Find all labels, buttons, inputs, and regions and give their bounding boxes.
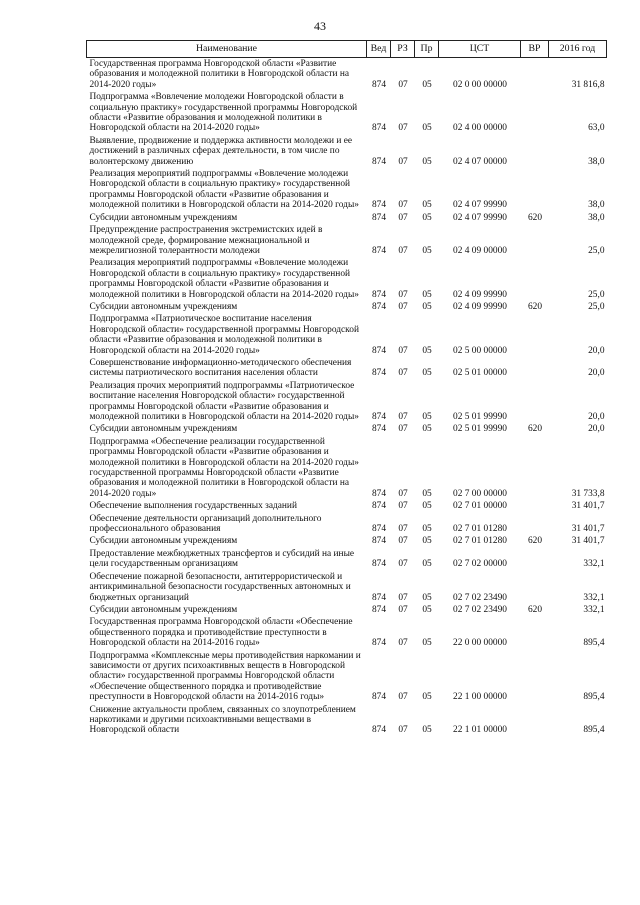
row-rz-cell: 07 bbox=[398, 725, 408, 736]
row-ved-cell: 874 bbox=[371, 638, 387, 649]
row-amount-cell: 31 401,7 bbox=[571, 524, 605, 535]
row-cst-cell: 02 4 09 99990 bbox=[453, 301, 507, 312]
row-pr-cell: 05 bbox=[422, 524, 432, 535]
table-row bbox=[87, 535, 607, 547]
row-cst-cell: 02 7 02 23490 bbox=[453, 592, 507, 603]
row-name-cell: Снижение актуальности проблем, связанных со злоупотреблением наркотиками и другими психоактивными веществами в Новгородской области bbox=[89, 704, 356, 736]
row-cst-cell: 02 7 01 01280 bbox=[453, 524, 507, 535]
row-cst-cell: 22 1 00 00000 bbox=[453, 692, 507, 703]
row-rz-cell: 07 bbox=[398, 488, 408, 499]
row-rz-cell: 07 bbox=[398, 592, 408, 603]
row-name-cell: Субсидии автономным учреждениям bbox=[89, 536, 238, 547]
row-pr-cell: 05 bbox=[422, 692, 432, 703]
row-ved-cell: 874 bbox=[371, 536, 387, 547]
row-ved-cell: 874 bbox=[371, 524, 387, 535]
row-cst-cell: 02 5 01 00000 bbox=[453, 368, 507, 379]
row-rz-cell: 07 bbox=[398, 301, 408, 312]
row-amount-cell: 332,1 bbox=[583, 559, 605, 570]
row-ved-cell: 874 bbox=[371, 424, 387, 435]
row-rz-cell: 07 bbox=[398, 368, 408, 379]
row-name-cell: Реализация мероприятий подпрограммы «Вовлечение молодежи Новгородской области в социальную практику» государственной программы Новгородской области «Развитие образования и молодежной политики в Новгородской области на 2014-2020 годы» bbox=[89, 258, 359, 300]
row-amount-cell: 895,4 bbox=[583, 725, 605, 736]
row-rz-cell: 07 bbox=[398, 524, 408, 535]
row-rz-cell: 07 bbox=[398, 692, 408, 703]
row-vr-cell bbox=[521, 650, 549, 704]
row-rz-cell: 07 bbox=[398, 345, 408, 356]
row-name-cell: Подпрограмма «Обеспечение реализации государственной программы Новгородской области «Развитие образования и молодежной политики в Новгородской области на 2014-2020 годы» государственной программы Новгородской области «Развитие образования и молодежной политики в Новгородской области на 2014-2020 годы» bbox=[89, 436, 359, 499]
table-row bbox=[87, 436, 607, 500]
row-pr-cell: 05 bbox=[422, 212, 432, 223]
row-pr-cell: 05 bbox=[422, 289, 432, 300]
row-ved-cell: 874 bbox=[371, 79, 387, 90]
table-row bbox=[87, 571, 607, 604]
row-cst-cell: 02 4 07 00000 bbox=[453, 156, 507, 167]
table-row bbox=[87, 357, 607, 380]
row-pr-cell: 05 bbox=[422, 345, 432, 356]
table-row bbox=[87, 313, 607, 357]
row-rz-cell: 07 bbox=[398, 424, 408, 435]
row-rz-cell: 07 bbox=[398, 79, 408, 90]
header-ved: Вед bbox=[367, 41, 391, 58]
row-rz-cell: 07 bbox=[398, 156, 408, 167]
row-vr-cell bbox=[521, 135, 549, 168]
table-row bbox=[87, 513, 607, 536]
row-amount-cell: 38,0 bbox=[588, 156, 605, 167]
table-row bbox=[87, 257, 607, 301]
row-vr-cell bbox=[521, 548, 549, 571]
row-rz-cell: 07 bbox=[398, 536, 408, 547]
table-row bbox=[87, 548, 607, 571]
row-name-cell: Предупреждение распространения экстремистских идей в молодежной среде, формирование межнациональной и межрелигиозной толерантности молодежи bbox=[89, 225, 323, 256]
row-ved-cell: 874 bbox=[371, 604, 387, 615]
row-name-cell: Субсидии автономным учреждениям bbox=[89, 604, 238, 615]
row-amount-cell: 31 816,8 bbox=[571, 79, 605, 90]
header-year: 2016 год bbox=[549, 41, 607, 58]
row-amount-cell: 38,0 bbox=[588, 212, 605, 223]
row-pr-cell: 05 bbox=[422, 245, 432, 256]
row-name-cell: Государственная программа Новгородской области «Развитие образования и молодежной политики в Новгородской области на 2014-2020 годы» bbox=[89, 59, 350, 90]
table-row bbox=[87, 650, 607, 704]
header-cst: ЦСТ bbox=[439, 41, 521, 58]
header-name: Наименование bbox=[87, 41, 367, 58]
row-vr-cell bbox=[521, 257, 549, 301]
row-pr-cell: 05 bbox=[422, 501, 432, 512]
row-cst-cell: 02 5 01 99990 bbox=[453, 424, 507, 435]
row-rz-cell: 07 bbox=[398, 123, 408, 134]
row-pr-cell: 05 bbox=[422, 536, 432, 547]
row-ved-cell: 874 bbox=[371, 200, 387, 211]
row-name-cell: Субсидии автономным учреждениям bbox=[89, 424, 238, 435]
row-ved-cell: 874 bbox=[371, 301, 387, 312]
table-row bbox=[87, 423, 607, 435]
row-ved-cell: 874 bbox=[371, 368, 387, 379]
row-cst-cell: 02 7 00 00000 bbox=[453, 488, 507, 499]
row-amount-cell: 20,0 bbox=[588, 424, 605, 435]
row-name-cell: Субсидии автономным учреждениям bbox=[89, 212, 238, 223]
row-amount-cell: 63,0 bbox=[588, 123, 605, 134]
row-ved-cell: 874 bbox=[371, 725, 387, 736]
row-name-cell: Обеспечение пожарной безопасности, антитеррористической и антикриминальной безопасности государственных автономных и бюджетных организаций bbox=[89, 571, 351, 603]
row-vr-cell bbox=[521, 616, 549, 649]
row-ved-cell: 874 bbox=[371, 156, 387, 167]
row-rz-cell: 07 bbox=[398, 501, 408, 512]
row-cst-cell: 02 4 07 99990 bbox=[453, 212, 507, 223]
row-pr-cell: 05 bbox=[422, 123, 432, 134]
row-ved-cell: 874 bbox=[371, 123, 387, 134]
row-vr-cell bbox=[521, 91, 549, 135]
row-vr-cell bbox=[521, 357, 549, 380]
row-name-cell: Реализация мероприятий подпрограммы «Вовлечение молодежи Новгородской области в социальную практику» государственной программы Новгородской области «Развитие образования и молодежной политики в Новгородской области на 2014-2020 годы» bbox=[89, 169, 359, 211]
table-row bbox=[87, 212, 607, 224]
row-amount-cell: 332,1 bbox=[583, 592, 605, 603]
row-ved-cell: 874 bbox=[371, 245, 387, 256]
row-cst-cell: 02 4 00 00000 bbox=[453, 123, 507, 134]
table-header-row bbox=[87, 41, 607, 58]
row-name-cell: Подпрограмма «Патриотическое воспитание населения Новгородской области» государственной программы Новгородской области «Развитие образования и молодежной политики в Новгородской области на 2014-2020 годы» bbox=[89, 314, 359, 356]
row-name-cell: Реализация прочих мероприятий подпрограммы «Патриотическое воспитание населения Новгородской области» государственной программы Новгородской области «Развитие образования и молодежной политики в Новгородской области на 2014-2020 годы» bbox=[89, 380, 359, 422]
row-pr-cell: 05 bbox=[422, 200, 432, 211]
row-name-cell: Субсидии автономным учреждениям bbox=[89, 301, 238, 312]
row-pr-cell: 05 bbox=[422, 725, 432, 736]
row-pr-cell: 05 bbox=[422, 156, 432, 167]
row-amount-cell: 31 733,8 bbox=[571, 488, 605, 499]
row-ved-cell: 874 bbox=[371, 559, 387, 570]
row-amount-cell: 38,0 bbox=[588, 200, 605, 211]
row-vr-cell bbox=[521, 168, 549, 212]
row-vr-cell bbox=[521, 436, 549, 500]
page-number: 43 bbox=[314, 19, 326, 33]
table-row bbox=[87, 616, 607, 649]
row-ved-cell: 874 bbox=[371, 212, 387, 223]
row-cst-cell: 02 7 02 23490 bbox=[453, 604, 507, 615]
row-ved-cell: 874 bbox=[371, 692, 387, 703]
row-amount-cell: 895,4 bbox=[583, 692, 605, 703]
header-pr: Пр bbox=[415, 41, 439, 58]
row-vr-cell: 620 bbox=[527, 212, 543, 223]
row-name-cell: Предоставление межбюджетных трансфертов и субсидий на иные цели государственным организациям bbox=[89, 548, 355, 570]
row-ved-cell: 874 bbox=[371, 412, 387, 422]
row-rz-cell: 07 bbox=[398, 245, 408, 256]
row-name-cell: Подпрограмма «Комплексные меры противодействия наркомании и зависимости от других психоактивных веществ в Новгородской области» государственной программы Новгородской области «Обеспечение общественного порядка и противодействие преступности в Новгородской области на 2014-2016 годы» bbox=[89, 650, 361, 703]
budget-table bbox=[86, 40, 607, 737]
row-rz-cell: 07 bbox=[398, 559, 408, 570]
row-rz-cell: 07 bbox=[398, 200, 408, 211]
row-ved-cell: 874 bbox=[371, 345, 387, 356]
row-vr-cell: 620 bbox=[527, 424, 543, 435]
row-pr-cell: 05 bbox=[422, 79, 432, 90]
row-pr-cell: 05 bbox=[422, 592, 432, 603]
row-vr-cell: 620 bbox=[527, 536, 543, 547]
row-pr-cell: 05 bbox=[422, 301, 432, 312]
table-row bbox=[87, 91, 607, 135]
row-cst-cell: 02 4 07 99990 bbox=[453, 200, 507, 211]
row-vr-cell bbox=[521, 500, 549, 512]
row-name-cell: Обеспечение деятельности организаций дополнительного профессионального образования bbox=[89, 513, 322, 535]
row-vr-cell bbox=[521, 380, 549, 424]
header-vr: ВР bbox=[521, 41, 549, 58]
table-row bbox=[87, 301, 607, 313]
table-row bbox=[87, 704, 607, 737]
row-cst-cell: 02 5 00 00000 bbox=[453, 345, 507, 356]
row-pr-cell: 05 bbox=[422, 559, 432, 570]
row-amount-cell: 20,0 bbox=[588, 412, 605, 422]
table-row bbox=[87, 168, 607, 212]
row-rz-cell: 07 bbox=[398, 289, 408, 300]
row-name-cell: Подпрограмма «Вовлечение молодежи Новгородской области в социальную практику» государственной программы Новгородской области «Развитие образования и молодежной политики в Новгородской области на 2014-2020 годы» bbox=[89, 92, 358, 134]
row-vr-cell bbox=[521, 313, 549, 357]
row-amount-cell: 895,4 bbox=[583, 638, 605, 649]
row-cst-cell: 02 4 09 99990 bbox=[453, 289, 507, 300]
row-vr-cell bbox=[521, 513, 549, 536]
row-amount-cell: 31 401,7 bbox=[571, 501, 605, 512]
row-rz-cell: 07 bbox=[398, 638, 408, 649]
row-ved-cell: 874 bbox=[371, 592, 387, 603]
row-rz-cell: 07 bbox=[398, 604, 408, 615]
table-row bbox=[87, 500, 607, 512]
row-name-cell: Обеспечение выполнения государственных заданий bbox=[89, 501, 297, 512]
row-vr-cell bbox=[521, 704, 549, 737]
row-amount-cell: 332,1 bbox=[583, 604, 605, 615]
row-amount-cell: 20,0 bbox=[588, 368, 605, 379]
table-row bbox=[87, 135, 607, 168]
row-vr-cell: 620 bbox=[527, 301, 543, 312]
row-vr-cell: 620 bbox=[527, 604, 543, 615]
row-amount-cell: 20,0 bbox=[588, 345, 605, 356]
table-row bbox=[87, 58, 607, 92]
table-row bbox=[87, 380, 607, 424]
row-amount-cell: 25,0 bbox=[588, 301, 605, 312]
row-cst-cell: 02 5 01 99990 bbox=[453, 412, 507, 422]
row-pr-cell: 05 bbox=[422, 604, 432, 615]
row-pr-cell: 05 bbox=[422, 412, 432, 422]
row-pr-cell: 05 bbox=[422, 424, 432, 435]
row-name-cell: Государственная программа Новгородской области «Обеспечение общественного порядка и противодействие преступности в Новгородской области на 2014-2016 годы» bbox=[89, 617, 353, 649]
row-pr-cell: 05 bbox=[422, 638, 432, 649]
row-cst-cell: 22 0 00 00000 bbox=[453, 638, 507, 649]
row-name-cell: Совершенствование информационно-методического обеспечения системы патриотического воспитания населения области bbox=[89, 357, 352, 379]
header-rz: РЗ bbox=[391, 41, 415, 58]
row-cst-cell: 02 7 01 00000 bbox=[453, 501, 507, 512]
row-cst-cell: 02 7 01 01280 bbox=[453, 536, 507, 547]
row-rz-cell: 07 bbox=[398, 412, 408, 422]
row-vr-cell bbox=[521, 224, 549, 257]
row-pr-cell: 05 bbox=[422, 488, 432, 499]
table-row bbox=[87, 224, 607, 257]
row-cst-cell: 02 0 00 00000 bbox=[453, 79, 507, 90]
row-cst-cell: 22 1 01 00000 bbox=[453, 725, 507, 736]
row-name-cell: Выявление, продвижение и поддержка активности молодежи и ее достижений в различных сферах деятельности, в том числе по волонтерскому движению bbox=[89, 135, 353, 167]
row-cst-cell: 02 4 09 00000 bbox=[453, 245, 507, 256]
row-ved-cell: 874 bbox=[371, 289, 387, 300]
table-row bbox=[87, 604, 607, 616]
row-amount-cell: 25,0 bbox=[588, 289, 605, 300]
row-vr-cell bbox=[521, 58, 549, 92]
row-ved-cell: 874 bbox=[371, 488, 387, 499]
row-amount-cell: 31 401,7 bbox=[571, 536, 605, 547]
row-amount-cell: 25,0 bbox=[588, 245, 605, 256]
row-ved-cell: 874 bbox=[371, 501, 387, 512]
row-pr-cell: 05 bbox=[422, 368, 432, 379]
row-rz-cell: 07 bbox=[398, 212, 408, 223]
row-vr-cell bbox=[521, 571, 549, 604]
row-cst-cell: 02 7 02 00000 bbox=[453, 559, 507, 570]
